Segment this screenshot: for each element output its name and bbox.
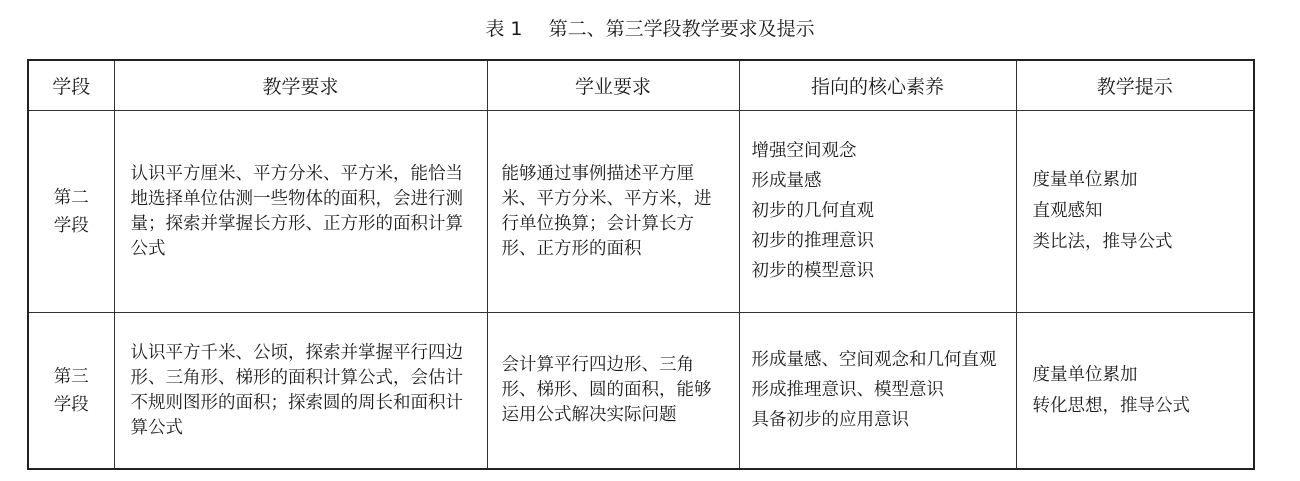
teaching-tips-cell bbox=[1016, 111, 1254, 313]
literacy-item: 形成推理意识、模型意识 bbox=[751, 380, 944, 400]
tip-item: 类比法，推导公式 bbox=[1032, 232, 1173, 252]
academic-requirement-cell: 能够通过事例描述平方厘米、平方分米、平方米，进行单位换算；会计算长方形、正方形的面积 bbox=[487, 111, 739, 313]
teaching-requirements-table bbox=[27, 59, 1255, 470]
literacy-item: 初步的几何直观 bbox=[751, 201, 874, 221]
tip-item: 度量单位累加 bbox=[1032, 364, 1138, 385]
core-literacy-cell bbox=[739, 111, 1016, 313]
stage-cell bbox=[28, 313, 114, 470]
header-core-literacy: 指向的核心素养 bbox=[739, 60, 1016, 111]
tip-item: 度量单位累加 bbox=[1032, 170, 1138, 190]
table-row bbox=[28, 111, 1254, 313]
table-number: 表 1 bbox=[485, 18, 523, 40]
teaching-requirement-cell: 认识平方厘米、平方分米、平方米，能恰当地选择单位估测一些物体的面积，会进行测量；探索并掌握长方形、正方形的面积计算公式 bbox=[114, 111, 487, 313]
table-title: 第二、第三学段教学要求及提示 bbox=[548, 18, 815, 40]
stage-label-line: 第三 bbox=[53, 366, 89, 387]
stage-label-line: 学段 bbox=[53, 215, 89, 236]
header-academic-requirements: 学业要求 bbox=[487, 60, 739, 111]
header-row bbox=[28, 60, 1254, 111]
tip-item: 转化思想，推导公式 bbox=[1032, 395, 1190, 416]
table-row bbox=[28, 313, 1254, 470]
literacy-item: 具备初步的应用意识 bbox=[751, 410, 909, 430]
core-literacy-cell bbox=[739, 313, 1016, 470]
table-caption bbox=[0, 14, 1300, 41]
academic-requirement-cell: 会计算平行四边形、三角形、梯形、圆的面积，能够运用公式解决实际问题 bbox=[487, 313, 739, 470]
header-teaching-requirements: 教学要求 bbox=[114, 60, 487, 111]
literacy-item: 形成量感 bbox=[751, 171, 822, 191]
literacy-item: 初步的推理意识 bbox=[751, 231, 874, 251]
literacy-item: 增强空间观念 bbox=[751, 141, 857, 161]
stage-label-line: 第二 bbox=[53, 187, 89, 208]
literacy-item: 初步的模型意识 bbox=[751, 261, 874, 281]
stage-cell bbox=[28, 111, 114, 313]
header-stage: 学段 bbox=[28, 60, 114, 111]
teaching-tips-cell bbox=[1016, 313, 1254, 470]
header-teaching-tips: 教学提示 bbox=[1016, 60, 1254, 111]
tip-item: 直观感知 bbox=[1032, 201, 1103, 221]
literacy-item: 形成量感、空间观念和几何直观 bbox=[751, 350, 997, 370]
stage-label-line: 学段 bbox=[53, 394, 89, 415]
teaching-requirement-cell: 认识平方千米、公顷，探索并掌握平行四边形、三角形、梯形的面积计算公式，会估计不规则图形的面积；探索圆的周长和面积计算公式 bbox=[114, 313, 487, 470]
